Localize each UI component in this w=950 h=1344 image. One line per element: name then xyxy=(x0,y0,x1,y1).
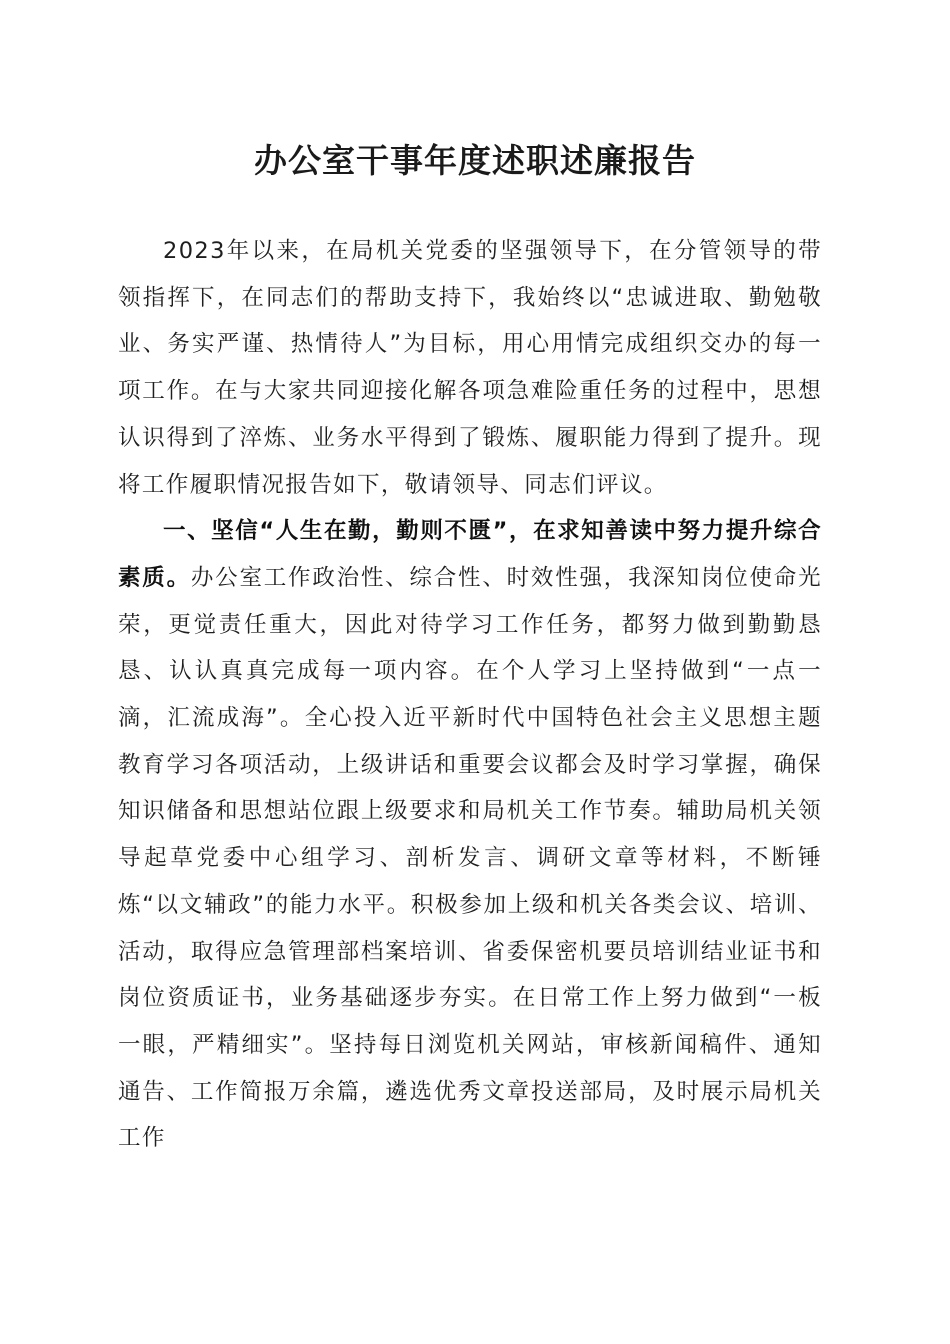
document-title: 办公室干事年度述职述廉报告 xyxy=(254,141,696,180)
section-one-text: 办公室工作政治性、综合性、时效性强，我深知岗位使命光荣，更觉责任重大，因此对待学习工作任务，都努力做到勤勤恳恳、认认真真完成每一项内容。在个人学习上坚持做到“一点一滴，汇流成海”。全心投入近平新时代中国特色社会主义思想主题教育学习各项活动，上级讲话和重要会议都会及时学习掌握，确保知识储备和思想站位跟上级要求和局机关工作节奏。辅助局机关领导起草党委中心组学习、剖析发言、调研文章等材料，不断锤炼“以文辅政”的能力水平。积极参加上级和机关各类会议、培训、活动，取得应急管理部档案培训、省委保密机要员培训结业证书和岗位资质证书，业务基础逐步夯实。在日常工作上努力做到“一板一眼，严精细实”。坚持每日浏览机关网站，审核新闻稿件、通知通告、工作简报万余篇，遴选优秀文章投送部局，及时展示局机关工作 xyxy=(118,564,822,1152)
paragraph-section-one xyxy=(118,508,822,1162)
paragraph-intro-text: 2023年以来，在局机关党委的坚强领导下，在分管领导的带领指挥下，在同志们的帮助支持下，我始终以“忠诚进取、勤勉敬业、务实严谨、热情待人”为目标，用心用情完成组织交办的每一项工作。在与大家共同迎接化解各项急难险重任务的过程中，思想认识得到了淬炼、业务水平得到了锻炼、履职能力得到了提升。现将工作履职情况报告如下，敬请领导、同志们评议。 xyxy=(118,238,822,498)
document-body xyxy=(118,228,822,1162)
paragraph-intro xyxy=(118,228,822,508)
section-one-heading: 一、坚信“人生在勤，勤则不匮”，在求知善读中努力提升综合素质。 xyxy=(118,518,822,591)
